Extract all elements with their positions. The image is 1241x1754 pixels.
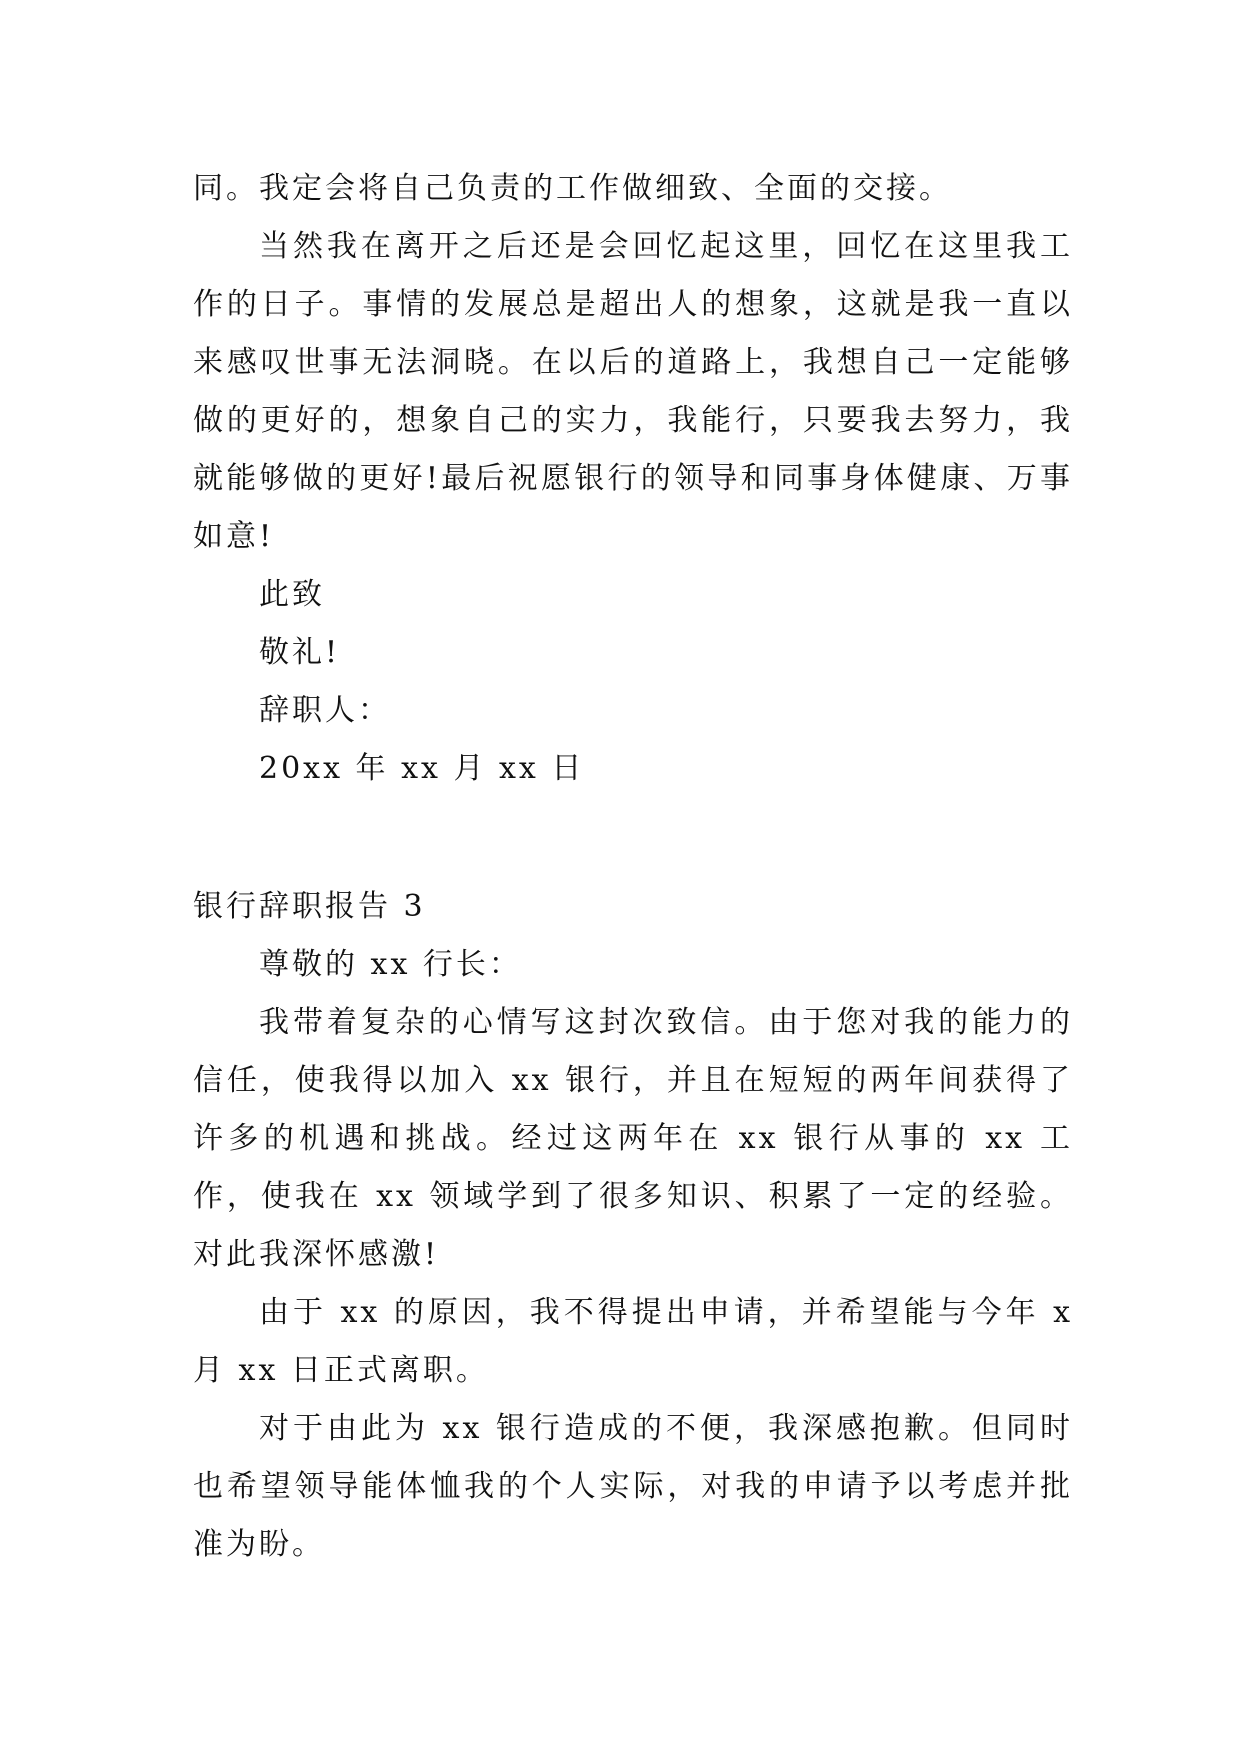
- letter2-closing-2: 敬礼!: [259, 635, 341, 670]
- section-gap: [193, 798, 1073, 878]
- letter3-title: 银行辞职报告 3: [193, 889, 426, 924]
- letter2-paragraph-memories: 当然我在离开之后还是会回忆起这里，回忆在这里我工作的日子。事情的发展总是超出人的想象，这就是我一直以来感叹世事无法洞晓。在以后的道路上，我想自己一定能够做的更好的，想象自己的实力，我能行，只要我去努力，我就能够做的更好!最后祝愿银行的领导和同事身体健康、万事如意!: [193, 229, 1073, 554]
- letter3-salutation: 尊敬的 xx 行长：: [259, 947, 522, 982]
- letter2-signature-label: 辞职人：: [259, 693, 391, 728]
- letter3-paragraph-3: 对于由此为 xx 银行造成的不便，我深感抱歉。但同时也希望领导能体恤我的个人实际，对我的申请予以考虑并批准为盼。: [193, 1411, 1073, 1562]
- letter2-closing-1: 此致: [259, 577, 325, 612]
- document-body: [193, 160, 1073, 1574]
- letter3-paragraph-2: 由于 xx 的原因，我不得提出申请，并希望能与今年 x 月 xx 日正式离职。: [193, 1295, 1073, 1388]
- letter2-continuation: 同。我定会将自己负责的工作做细致、全面的交接。: [193, 171, 952, 206]
- letter2-date: 20xx 年 xx 月 xx 日: [259, 751, 585, 786]
- letter3-paragraph-1: 我带着复杂的心情写这封次致信。由于您对我的能力的信任，使我得以加入 xx 银行，并且在短短的两年间获得了许多的机遇和挑战。经过这两年在 xx 银行从事的 xx 工作，使我在 xx 领域学到了很多知识、积累了一定的经验。对此我深怀感激!: [193, 1005, 1073, 1272]
